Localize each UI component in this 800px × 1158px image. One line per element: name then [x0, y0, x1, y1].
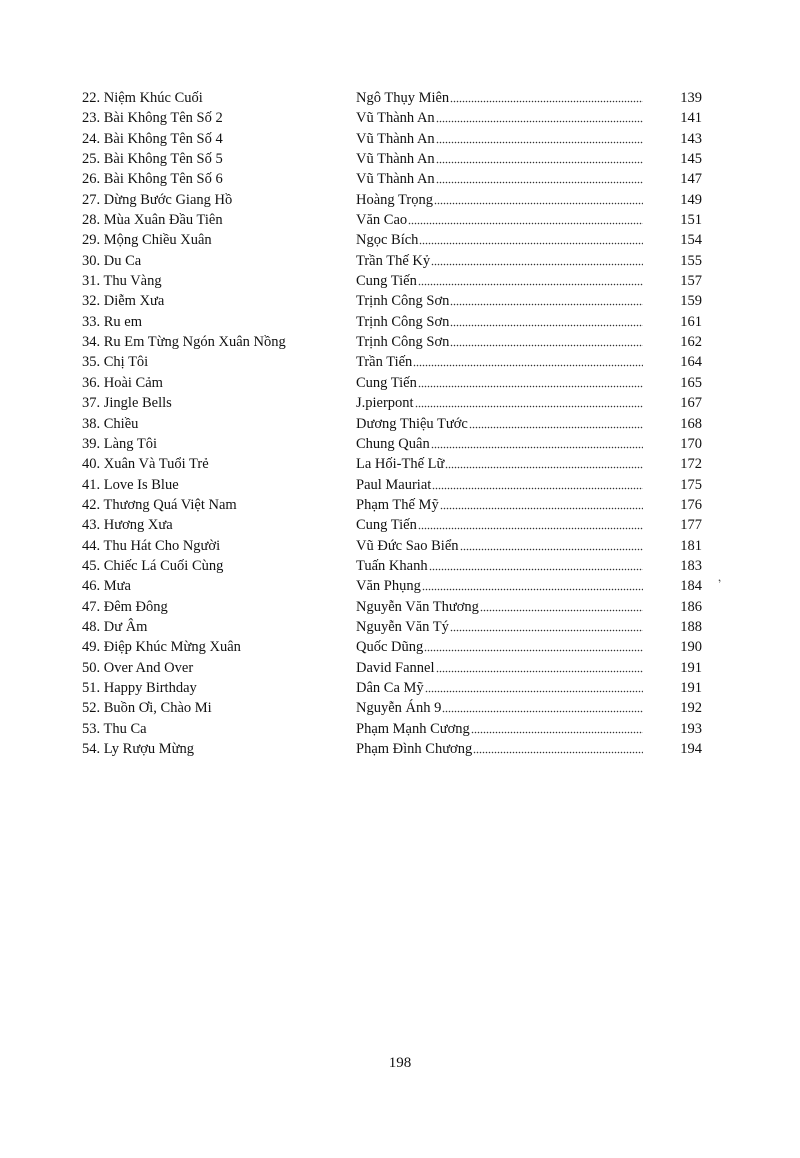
song-author: Trịnh Công Sơn [356, 334, 450, 351]
song-author: Phạm Thế Mỹ [356, 496, 439, 513]
author-cell [356, 556, 643, 576]
page-reference: 145 [680, 151, 702, 168]
page-number: 198 [388, 1055, 412, 1071]
page-reference: 147 [680, 171, 702, 188]
author-cell [356, 617, 643, 637]
song-author: Phạm Mạnh Cương [356, 720, 470, 737]
dot-leader [418, 527, 643, 530]
author-cell [356, 230, 643, 250]
author-cell [356, 393, 643, 413]
song-author: Cung Tiến [356, 273, 417, 290]
dot-leader [418, 283, 643, 286]
song-title: 40. Xuân Và Tuổi Trẻ [82, 456, 209, 473]
toc-entry [0, 169, 800, 189]
author-cell [356, 536, 643, 556]
author-cell [356, 678, 643, 698]
song-title: 44. Thu Hát Cho Người [82, 537, 221, 554]
page-reference: 155 [680, 252, 702, 269]
author-cell [356, 88, 643, 108]
page-reference: 167 [680, 395, 702, 412]
dot-leader [471, 731, 643, 734]
toc-entry [0, 556, 800, 576]
dot-leader [422, 588, 643, 591]
page-reference: 188 [680, 618, 702, 635]
song-author: Vũ Đức Sao Biển [356, 537, 459, 554]
song-author: Nguyễn Ánh 9 [356, 700, 442, 717]
song-title: 24. Bài Không Tên Số 4 [82, 130, 223, 147]
dot-leader [431, 263, 643, 266]
author-cell [356, 475, 643, 495]
dot-leader [432, 487, 643, 490]
author-cell [356, 190, 643, 210]
song-author: Cung Tiến [356, 374, 417, 391]
author-cell [356, 414, 643, 434]
page-reference: 191 [680, 679, 702, 696]
song-title: 39. Làng Tôi [82, 435, 158, 452]
song-title: 50. Over And Over [82, 659, 194, 676]
song-author: Văn Cao [356, 212, 408, 229]
toc-entry [0, 88, 800, 108]
song-author: Trần Thế Kỷ [356, 252, 431, 269]
toc-entry [0, 739, 800, 759]
song-author: Cung Tiến [356, 517, 417, 534]
song-author: Trần Tiến [356, 354, 413, 371]
stray-mark: , [714, 569, 723, 585]
page-reference: 194 [680, 741, 702, 757]
page-reference: 176 [680, 496, 702, 513]
author-cell [356, 271, 643, 291]
toc-entry [0, 536, 800, 556]
song-author: Dương Thiệu Tước [356, 415, 468, 432]
song-author: Quốc Dũng [356, 639, 424, 656]
dot-leader [460, 548, 644, 551]
song-title: 43. Hương Xưa [82, 517, 173, 534]
song-title: 29. Mộng Chiều Xuân [82, 232, 212, 249]
toc-entry [0, 291, 800, 311]
toc-entry [0, 617, 800, 637]
author-cell [356, 739, 643, 759]
song-title: 53. Thu Ca [82, 720, 147, 737]
author-cell [356, 291, 643, 311]
page-reference: 181 [680, 537, 702, 554]
song-author: Trịnh Công Sơn [356, 293, 450, 310]
song-title: 27. Dừng Bước Giang Hồ [82, 191, 233, 208]
author-cell [356, 210, 643, 230]
page-reference: 192 [680, 700, 702, 717]
toc-entry [0, 434, 800, 454]
song-title: 23. Bài Không Tên Số 2 [82, 110, 223, 127]
dot-leader [450, 303, 643, 306]
page-reference: 151 [680, 212, 702, 229]
dot-leader [450, 629, 643, 632]
song-title: 32. Diễm Xưa [82, 293, 165, 310]
dot-leader [450, 324, 643, 327]
dot-leader [436, 120, 643, 123]
song-author: David Fannel [356, 659, 435, 676]
author-cell [356, 434, 643, 454]
author-cell [356, 576, 643, 596]
author-cell [356, 332, 643, 352]
author-cell [356, 658, 643, 678]
song-author: Vũ Thành An [356, 110, 435, 127]
dot-leader [473, 751, 643, 754]
page-reference: 154 [680, 232, 702, 249]
song-title: 45. Chiếc Lá Cuối Cùng [82, 557, 224, 574]
toc-entry [0, 251, 800, 271]
dot-leader [442, 710, 643, 713]
page-reference: 164 [680, 354, 702, 371]
song-author: Dân Ca Mỹ [356, 679, 424, 696]
dot-leader [436, 161, 643, 164]
page-reference: 186 [680, 598, 702, 615]
toc-entry [0, 230, 800, 250]
page-reference: 183 [680, 557, 702, 574]
song-author: Tuấn Khanh [356, 557, 428, 574]
dot-leader [480, 609, 643, 612]
song-title: 28. Mùa Xuân Đầu Tiên [82, 212, 223, 229]
song-title: 42. Thương Quá Việt Nam [82, 496, 237, 513]
toc-entry [0, 149, 800, 169]
author-cell [356, 495, 643, 515]
toc-entry [0, 352, 800, 372]
page-reference: 157 [680, 273, 702, 290]
song-author: Trịnh Công Sơn [356, 313, 450, 330]
song-author: Paul Mauriat [356, 476, 432, 493]
page-reference: 191 [680, 659, 702, 676]
song-title: 26. Bài Không Tên Số 6 [82, 171, 223, 188]
song-author: Ngọc Bích [356, 232, 419, 249]
song-title: 49. Điệp Khúc Mừng Xuân [82, 639, 241, 656]
song-title: 30. Du Ca [82, 252, 142, 269]
author-cell [356, 637, 643, 657]
song-title: 41. Love Is Blue [82, 476, 179, 493]
toc-entry [0, 373, 800, 393]
dot-leader [418, 385, 643, 388]
song-title: 34. Ru Em Từng Ngón Xuân Nồng [82, 334, 286, 351]
song-author: Phạm Đình Chương [356, 741, 473, 757]
page-reference: 165 [680, 374, 702, 391]
author-cell [356, 597, 643, 617]
toc-entry [0, 332, 800, 352]
toc-entry [0, 576, 800, 596]
toc-entry [0, 678, 800, 698]
author-cell [356, 698, 643, 718]
dot-leader [436, 670, 643, 673]
dot-leader [436, 141, 643, 144]
dot-leader [469, 426, 643, 429]
page-reference: 159 [680, 293, 702, 310]
page-reference: 190 [680, 639, 702, 656]
author-cell [356, 251, 643, 271]
song-title: 54. Ly Rượu Mừng [82, 741, 195, 757]
song-author: Vũ Thành An [356, 130, 435, 147]
toc-entry [0, 190, 800, 210]
toc-entry [0, 393, 800, 413]
song-title: 52. Buồn Ơi, Chào Mi [82, 700, 212, 717]
page-reference: 139 [680, 90, 702, 106]
song-author: La Hối-Thế Lữ [356, 456, 445, 473]
author-cell [356, 719, 643, 739]
author-cell [356, 515, 643, 535]
author-cell [356, 108, 643, 128]
author-cell [356, 373, 643, 393]
song-title: 51. Happy Birthday [82, 679, 197, 696]
page-reference: 175 [680, 476, 702, 493]
page-reference: 177 [680, 517, 702, 534]
author-cell [356, 454, 643, 474]
dot-leader [436, 181, 643, 184]
dot-leader [419, 242, 643, 245]
dot-leader [415, 405, 643, 408]
song-title: 25. Bài Không Tên Số 5 [82, 151, 223, 168]
song-title: 35. Chị Tôi [82, 354, 149, 371]
page-reference: 184 [680, 578, 702, 595]
toc-entry [0, 475, 800, 495]
dot-leader [408, 222, 643, 225]
toc-entry [0, 719, 800, 739]
toc-entry [0, 129, 800, 149]
page-reference: 193 [680, 720, 702, 737]
toc-entry [0, 515, 800, 535]
dot-leader [413, 364, 643, 367]
dot-leader [424, 649, 643, 652]
toc-entry [0, 271, 800, 291]
page-reference: 141 [680, 110, 702, 127]
page-reference: 143 [680, 130, 702, 147]
toc-entry [0, 658, 800, 678]
author-cell [356, 312, 643, 332]
song-author: Nguyễn Văn Tý [356, 618, 449, 635]
toc-entry [0, 454, 800, 474]
song-author: Chung Quân [356, 435, 430, 452]
song-title: 38. Chiều [82, 415, 139, 432]
song-author: Hoàng Trọng [356, 191, 433, 208]
dot-leader [429, 568, 643, 571]
song-title: 47. Đêm Đông [82, 598, 168, 615]
dot-leader [450, 100, 643, 103]
song-title: 31. Thu Vàng [82, 273, 162, 290]
dot-leader [431, 446, 643, 449]
toc-entry [0, 597, 800, 617]
toc-entry [0, 414, 800, 434]
song-author: Văn Phụng [356, 578, 421, 595]
dot-leader [434, 202, 643, 205]
song-author: Vũ Thành An [356, 171, 435, 188]
toc-entry [0, 698, 800, 718]
toc-entry [0, 312, 800, 332]
author-cell [356, 352, 643, 372]
song-author: Vũ Thành An [356, 151, 435, 168]
dot-leader [450, 344, 643, 347]
author-cell [356, 149, 643, 169]
page-reference: 162 [680, 334, 702, 351]
author-cell [356, 169, 643, 189]
song-title: 33. Ru em [82, 313, 143, 330]
page-reference: 168 [680, 415, 702, 432]
song-author: Ngô Thụy Miên [356, 90, 450, 106]
toc-entry [0, 495, 800, 515]
dot-leader [425, 690, 643, 693]
page-reference: 170 [680, 435, 702, 452]
song-title: 48. Dư Âm [82, 618, 148, 635]
dot-leader [440, 507, 643, 510]
song-title: 22. Niệm Khúc Cuối [82, 90, 203, 106]
page-reference: 161 [680, 313, 702, 330]
song-author: Nguyễn Văn Thương [356, 598, 479, 615]
page-reference: 149 [680, 191, 702, 208]
toc-entry [0, 210, 800, 230]
song-author: J.pierpont [356, 395, 414, 412]
dot-leader [445, 466, 643, 469]
song-title: 36. Hoài Cảm [82, 374, 163, 391]
song-title: 37. Jingle Bells [82, 395, 172, 412]
toc-entry [0, 637, 800, 657]
page-reference: 172 [680, 456, 702, 473]
table-of-contents [0, 88, 800, 759]
song-title: 46. Mưa [82, 578, 131, 595]
toc-entry [0, 108, 800, 128]
author-cell [356, 129, 643, 149]
